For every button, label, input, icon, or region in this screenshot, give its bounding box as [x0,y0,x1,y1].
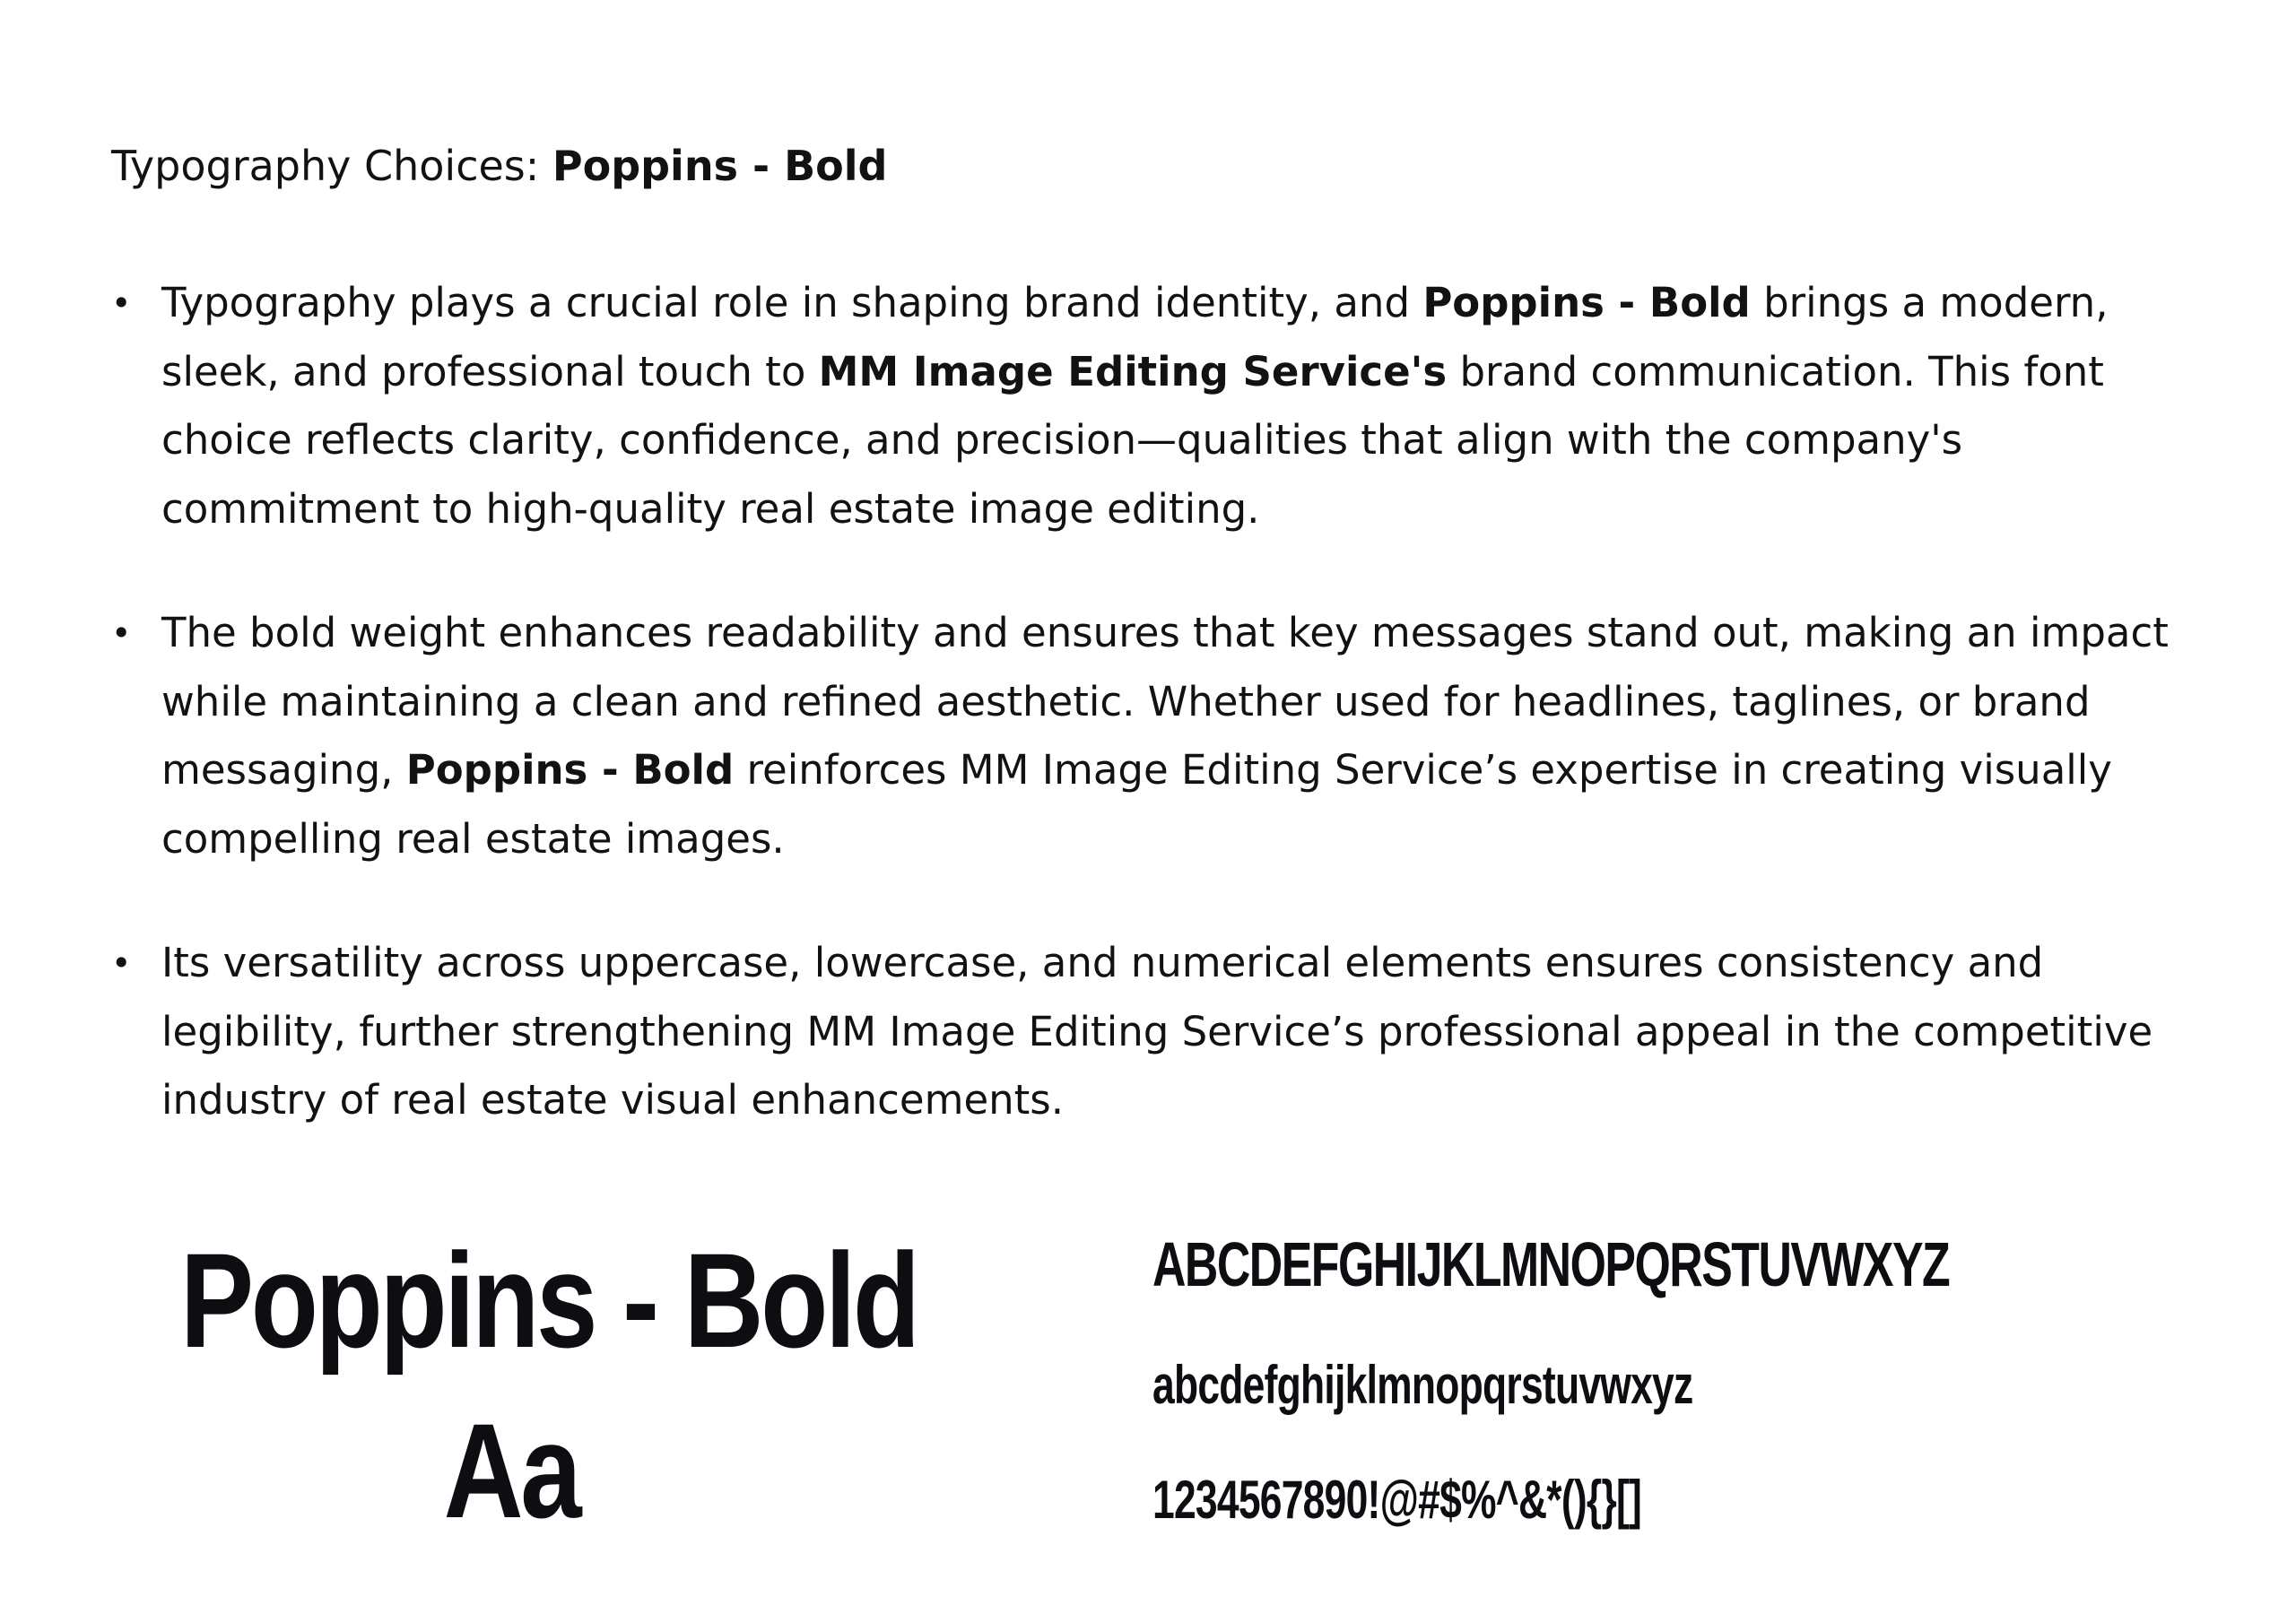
bullet-text-bold: Poppins - Bold [405,746,735,794]
bullet-text-run: brand communication. This font choice reflects clarity, confidence, and precision—qualities that align with the company's commitment to high-quality real estate image editing. [161,347,2104,533]
bullet-text [161,939,2152,1124]
heading-font-name: Poppins - Bold [552,142,888,190]
glyph-numbers-symbols: 1234567890!@#$%^&*(){}[] [1152,1470,1642,1530]
bullet-text-bold: MM Image Editing Service's [818,347,1448,395]
bullet-list [111,269,2210,1191]
bullet-item [111,929,2210,1135]
bullet-text-run: The bold weight enhances readability and ensures that key messages stand out, making an impact while maintaining a clean and refined aesthetic. Whether used for headlines, taglines, or brand messaging, [161,609,2169,794]
bullet-item [111,269,2210,543]
glyph-set [1152,1219,2184,1541]
glyph-uppercase: ABCDEFGHIJKLMNOPQRSTUVWXYZ [1152,1229,1950,1299]
bullet-text [161,609,2169,863]
bullet-dot: • [111,613,132,653]
bullet-text-run: Typography plays a crucial role in shaping brand identity, and [161,279,1423,326]
heading-prefix: Typography Choices: [111,142,552,190]
bullet-text-bold: Poppins - Bold [1422,279,1751,326]
specimen-sample-aa: Aa [443,1395,579,1546]
bullet-text-run: Its versatility across uppercase, lowercase, and numerical elements ensures consistency and legibility, further strengthening MM Image Editing Service’s professional appeal in the competitive industry of real estate visual enhancements. [161,939,2153,1124]
bullet-item [111,599,2210,873]
section-heading [111,135,887,197]
font-specimen-large [108,1215,918,1556]
specimen-font-name: Poppins - Bold [180,1225,918,1376]
bullet-text [161,279,2109,533]
bullet-text-run: reinforces MM Image Editing Service’s expertise in creating visually compelling real estate images. [161,746,2112,863]
glyph-lowercase: abcdefghijklmnopqrstuvwxyz [1152,1355,1693,1415]
bullet-text-run: brings a modern, sleek, and professional touch to [161,279,2109,395]
bullet-dot: • [111,283,132,323]
bullet-dot: • [111,943,132,983]
